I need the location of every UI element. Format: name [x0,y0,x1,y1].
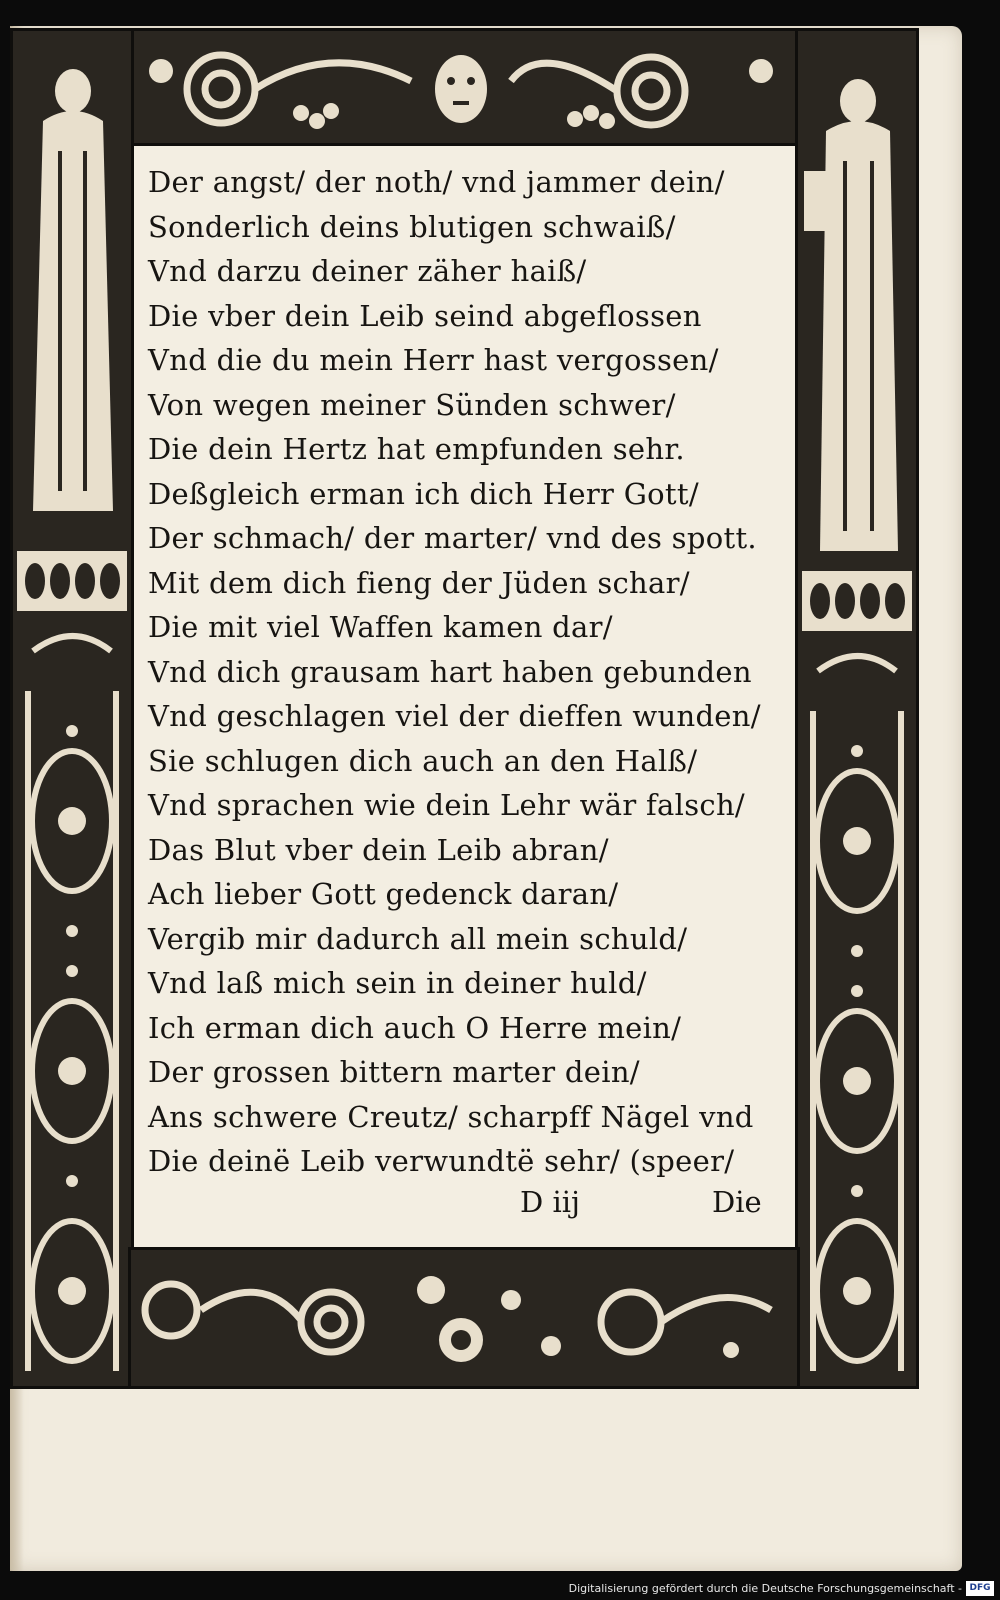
catchword: Die [712,1185,762,1219]
verse-line: Vnd darzu deiner zäher haiß/ [148,254,587,288]
verse-line: Der angst/ der noth/ vnd jammer dein/ [148,165,725,199]
verse-line: Vnd laß mich sein in deiner huld/ [148,966,647,1000]
verse-line: Ans schwere Creutz/ scharpff Nägel vnd [148,1099,754,1134]
verse-line: Von wegen meiner Sünden schwer/ [148,387,676,422]
verse-line: Mit dem dich fieng der Jüden schar/ [148,565,690,600]
verse-line: Die deinë Leib verwundtë sehr/ (speer/ [148,1144,735,1178]
funding-notice: Digitalisierung gefördert durch die Deutsche Forschungsgemeinschaft - [568,1582,962,1595]
verse-line: Sie schlugen dich auch an den Halß/ [148,743,698,778]
verse-line: Vnd sprachen wie dein Lehr wär falsch/ [148,788,745,822]
verse-line: Vnd dich grausam hart haben gebunden [148,654,752,689]
verse-line: Der schmach/ der marter/ vnd des spott. [148,521,757,555]
verse-line: Vergib mir dadurch all mein schuld/ [148,921,688,956]
dfg-logo-icon: DFG [966,1581,994,1596]
verse-line: Das Blut vber dein Leib abran/ [148,832,609,867]
footer-bar [0,1574,1000,1600]
verse-line: Die mit viel Waffen kamen dar/ [148,610,613,644]
verse-line: Die dein Hertz hat empfunden sehr. [148,432,685,466]
signature-mark: D iij [520,1185,581,1219]
verse-line: Sonderlich deins blutigen schwaiß/ [148,209,676,244]
verse-line: Deßgleich erman ich dich Herr Gott/ [148,476,699,511]
verse-line: Ach lieber Gott gedenck daran/ [148,877,619,911]
verse-line: Vnd die du mein Herr hast vergossen/ [148,343,719,377]
woodcut-border-bottom [128,1247,800,1389]
figure-woman-icon [33,69,113,511]
woodcut-border-left [10,28,134,1389]
mask-face-icon [435,55,487,123]
verse-line: Vnd geschlagen viel der dieffen wunden/ [148,699,761,733]
woodcut-border-right [795,28,919,1389]
woodcut-border-top [128,28,800,146]
verse-line: Ich erman dich auch O Herre mein/ [148,1010,682,1045]
verse-block [148,160,798,1184]
verse-line: Der grossen bittern marter dein/ [148,1055,640,1089]
verse-line: Die vber dein Leib seind abgeflossen [148,298,702,333]
